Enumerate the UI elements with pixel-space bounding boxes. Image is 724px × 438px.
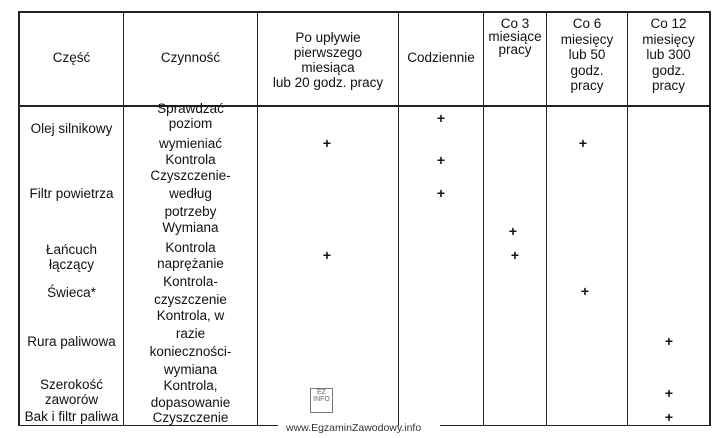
part-spark-plug: Świeca* xyxy=(47,285,96,300)
action-line: poziom xyxy=(168,116,213,131)
col-divider-3 xyxy=(398,11,399,426)
header-part: Część xyxy=(52,50,91,65)
mark-plus: + xyxy=(322,135,332,151)
part-valve-line2: zaworów xyxy=(44,392,99,407)
action-line: Czyszczenie xyxy=(152,410,229,425)
part-valve-line1: Szerokość xyxy=(39,377,104,392)
part-tank-filter: Bak i filtr paliwa xyxy=(24,409,119,424)
part-chain-line1: Łańcuch xyxy=(45,242,98,257)
header-daily: Codziennie xyxy=(407,50,475,65)
action-line: Sprawdzać xyxy=(157,101,224,116)
mark-plus: + xyxy=(508,223,518,239)
part-engine-oil: Olej silnikowy xyxy=(30,121,113,136)
table-border-bottom xyxy=(18,425,278,426)
mark-plus: + xyxy=(322,247,332,263)
table-border-left xyxy=(18,11,20,426)
mark-plus: + xyxy=(664,385,674,401)
action-line: Kontrola xyxy=(165,240,216,255)
action-line: czyszczenie xyxy=(154,292,227,307)
mark-plus: + xyxy=(436,110,446,126)
action-line: razie xyxy=(175,326,206,341)
action-line: konieczności- xyxy=(149,344,232,359)
header-every-6-months: Co 6 miesięcy lub 50 godz. pracy xyxy=(560,16,614,93)
action-line: Wymiana xyxy=(162,220,219,235)
header-first-month: Po upływie pierwszego miesiąca lub 20 godz. pracy xyxy=(272,30,384,90)
action-line: naprężanie xyxy=(157,256,224,271)
mark-plus: + xyxy=(436,152,446,168)
mark-plus: + xyxy=(664,333,674,349)
mark-plus: + xyxy=(580,283,590,299)
table-border-right xyxy=(709,11,711,426)
col-divider-4 xyxy=(483,11,484,426)
action-line: według xyxy=(169,186,212,201)
action-line: wymieniać xyxy=(158,136,223,151)
header-action: Czynność xyxy=(160,50,221,65)
mark-plus: + xyxy=(436,185,446,201)
header-every-3-months: Co 3 miesiące pracy xyxy=(488,16,542,57)
action-line: Kontrola, xyxy=(163,378,218,393)
action-line: dopasowanie xyxy=(150,395,231,410)
action-line: Czyszczenie- xyxy=(150,168,231,183)
action-line: potrzeby xyxy=(164,204,217,219)
action-line: Kontrola, w xyxy=(156,308,225,323)
action-line: wymiana xyxy=(163,362,218,377)
table-border-bottom-right xyxy=(440,425,711,426)
part-chain-line2: łączący xyxy=(48,257,94,272)
action-line: Kontrola xyxy=(165,152,216,167)
part-air-filter: Filtr powietrza xyxy=(29,186,114,201)
part-fuel-pipe: Rura paliwowa xyxy=(27,334,116,349)
mark-plus: + xyxy=(510,247,520,263)
header-every-12-months: Co 12 miesięcy lub 300 godz. pracy xyxy=(642,16,695,93)
mark-plus: + xyxy=(664,409,674,425)
egzamin-logo: EZ INFO xyxy=(310,388,333,413)
table-border-top xyxy=(18,11,711,13)
table-header-separator xyxy=(18,105,711,107)
action-line: Kontrola- xyxy=(163,274,218,289)
mark-plus: + xyxy=(578,135,588,151)
website-watermark: www.EgzaminZawodowy.info xyxy=(286,422,422,434)
